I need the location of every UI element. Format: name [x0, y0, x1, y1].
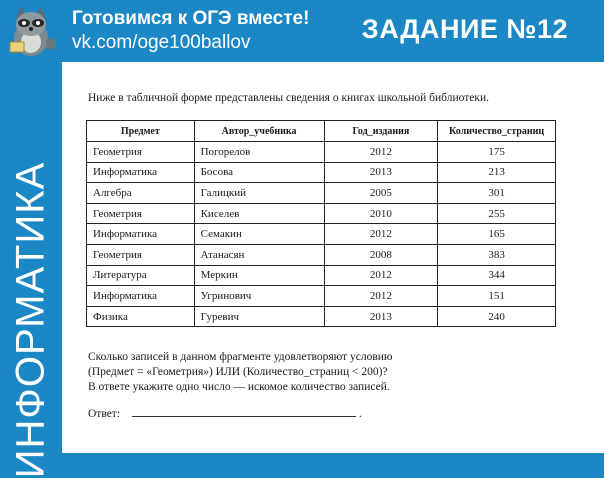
cell-author: Босова: [194, 162, 324, 183]
cell-pages: 255: [438, 203, 556, 224]
task-intro: Ниже в табличной форме представлены сведения о книгах школьной библиотеки.: [88, 92, 489, 104]
cell-year: 2012: [324, 224, 438, 245]
cell-year: 2012: [324, 286, 438, 307]
subject-vertical-label: ИНФОРМАТИКА: [8, 161, 53, 478]
table-row: [87, 142, 556, 163]
cell-subject: Алгебра: [87, 183, 195, 204]
table-row: [87, 286, 556, 307]
header-pages: Количество_страниц: [438, 121, 556, 142]
cell-subject: Геометрия: [87, 244, 195, 265]
cell-author: Семакин: [194, 224, 324, 245]
cell-subject: Литература: [87, 265, 195, 286]
cell-pages: 165: [438, 224, 556, 245]
brand-slogan: Готовимся к ОГЭ вместе!: [72, 8, 310, 29]
cell-author: Атанасян: [194, 244, 324, 265]
task-question: [88, 350, 393, 395]
side-strip: [0, 62, 62, 478]
raccoon-mascot-icon: [2, 2, 60, 60]
table-row: [87, 183, 556, 204]
cell-author: Галицкий: [194, 183, 324, 204]
cell-pages: 344: [438, 265, 556, 286]
answer-label: Ответ:: [88, 408, 121, 420]
table-row: [87, 162, 556, 183]
table-row: [87, 265, 556, 286]
cell-author: Погорелов: [194, 142, 324, 163]
cell-subject: Информатика: [87, 286, 195, 307]
cell-subject: Информатика: [87, 224, 195, 245]
cell-year: 2013: [324, 162, 438, 183]
task-sheet: [62, 62, 604, 453]
cell-pages: 175: [438, 142, 556, 163]
answer-end: .: [358, 408, 362, 420]
question-line: В ответе укажите одно число — искомое количество записей.: [88, 381, 390, 393]
cell-pages: 383: [438, 244, 556, 265]
cell-subject: Геометрия: [87, 203, 195, 224]
cell-year: 2010: [324, 203, 438, 224]
cell-year: 2012: [324, 265, 438, 286]
header-year: Год_издания: [324, 121, 438, 142]
question-line: Сколько записей в данном фрагменте удовлетворяют условию: [88, 351, 393, 363]
cell-author: Меркин: [194, 265, 324, 286]
table-row: [87, 203, 556, 224]
question-line: (Предмет = «Геометрия») ИЛИ (Количество_страниц < 200)?: [88, 366, 388, 378]
cell-subject: Информатика: [87, 162, 195, 183]
cell-year: 2013: [324, 306, 438, 327]
cell-year: 2005: [324, 183, 438, 204]
cell-pages: 240: [438, 306, 556, 327]
table-row: [87, 224, 556, 245]
header-author: Автор_учебника: [194, 121, 324, 142]
cell-year: 2012: [324, 142, 438, 163]
task-title: ЗАДАНИЕ №12: [361, 14, 568, 44]
cell-author: Угринович: [194, 286, 324, 307]
header-bar: [0, 0, 604, 62]
cell-subject: Геометрия: [87, 142, 195, 163]
cell-year: 2008: [324, 244, 438, 265]
answer-row: [88, 406, 362, 420]
cell-author: Киселев: [194, 203, 324, 224]
table-header-row: [87, 121, 556, 142]
cell-subject: Физика: [87, 306, 195, 327]
table-row: [87, 244, 556, 265]
cell-pages: 301: [438, 183, 556, 204]
header-subject: Предмет: [87, 121, 195, 142]
table-row: [87, 306, 556, 327]
cell-pages: 213: [438, 162, 556, 183]
answer-blank[interactable]: [132, 406, 356, 417]
brand-url: vk.com/oge100ballov: [72, 32, 251, 53]
cell-author: Гуревич: [194, 306, 324, 327]
books-table: [86, 120, 556, 327]
cell-pages: 151: [438, 286, 556, 307]
